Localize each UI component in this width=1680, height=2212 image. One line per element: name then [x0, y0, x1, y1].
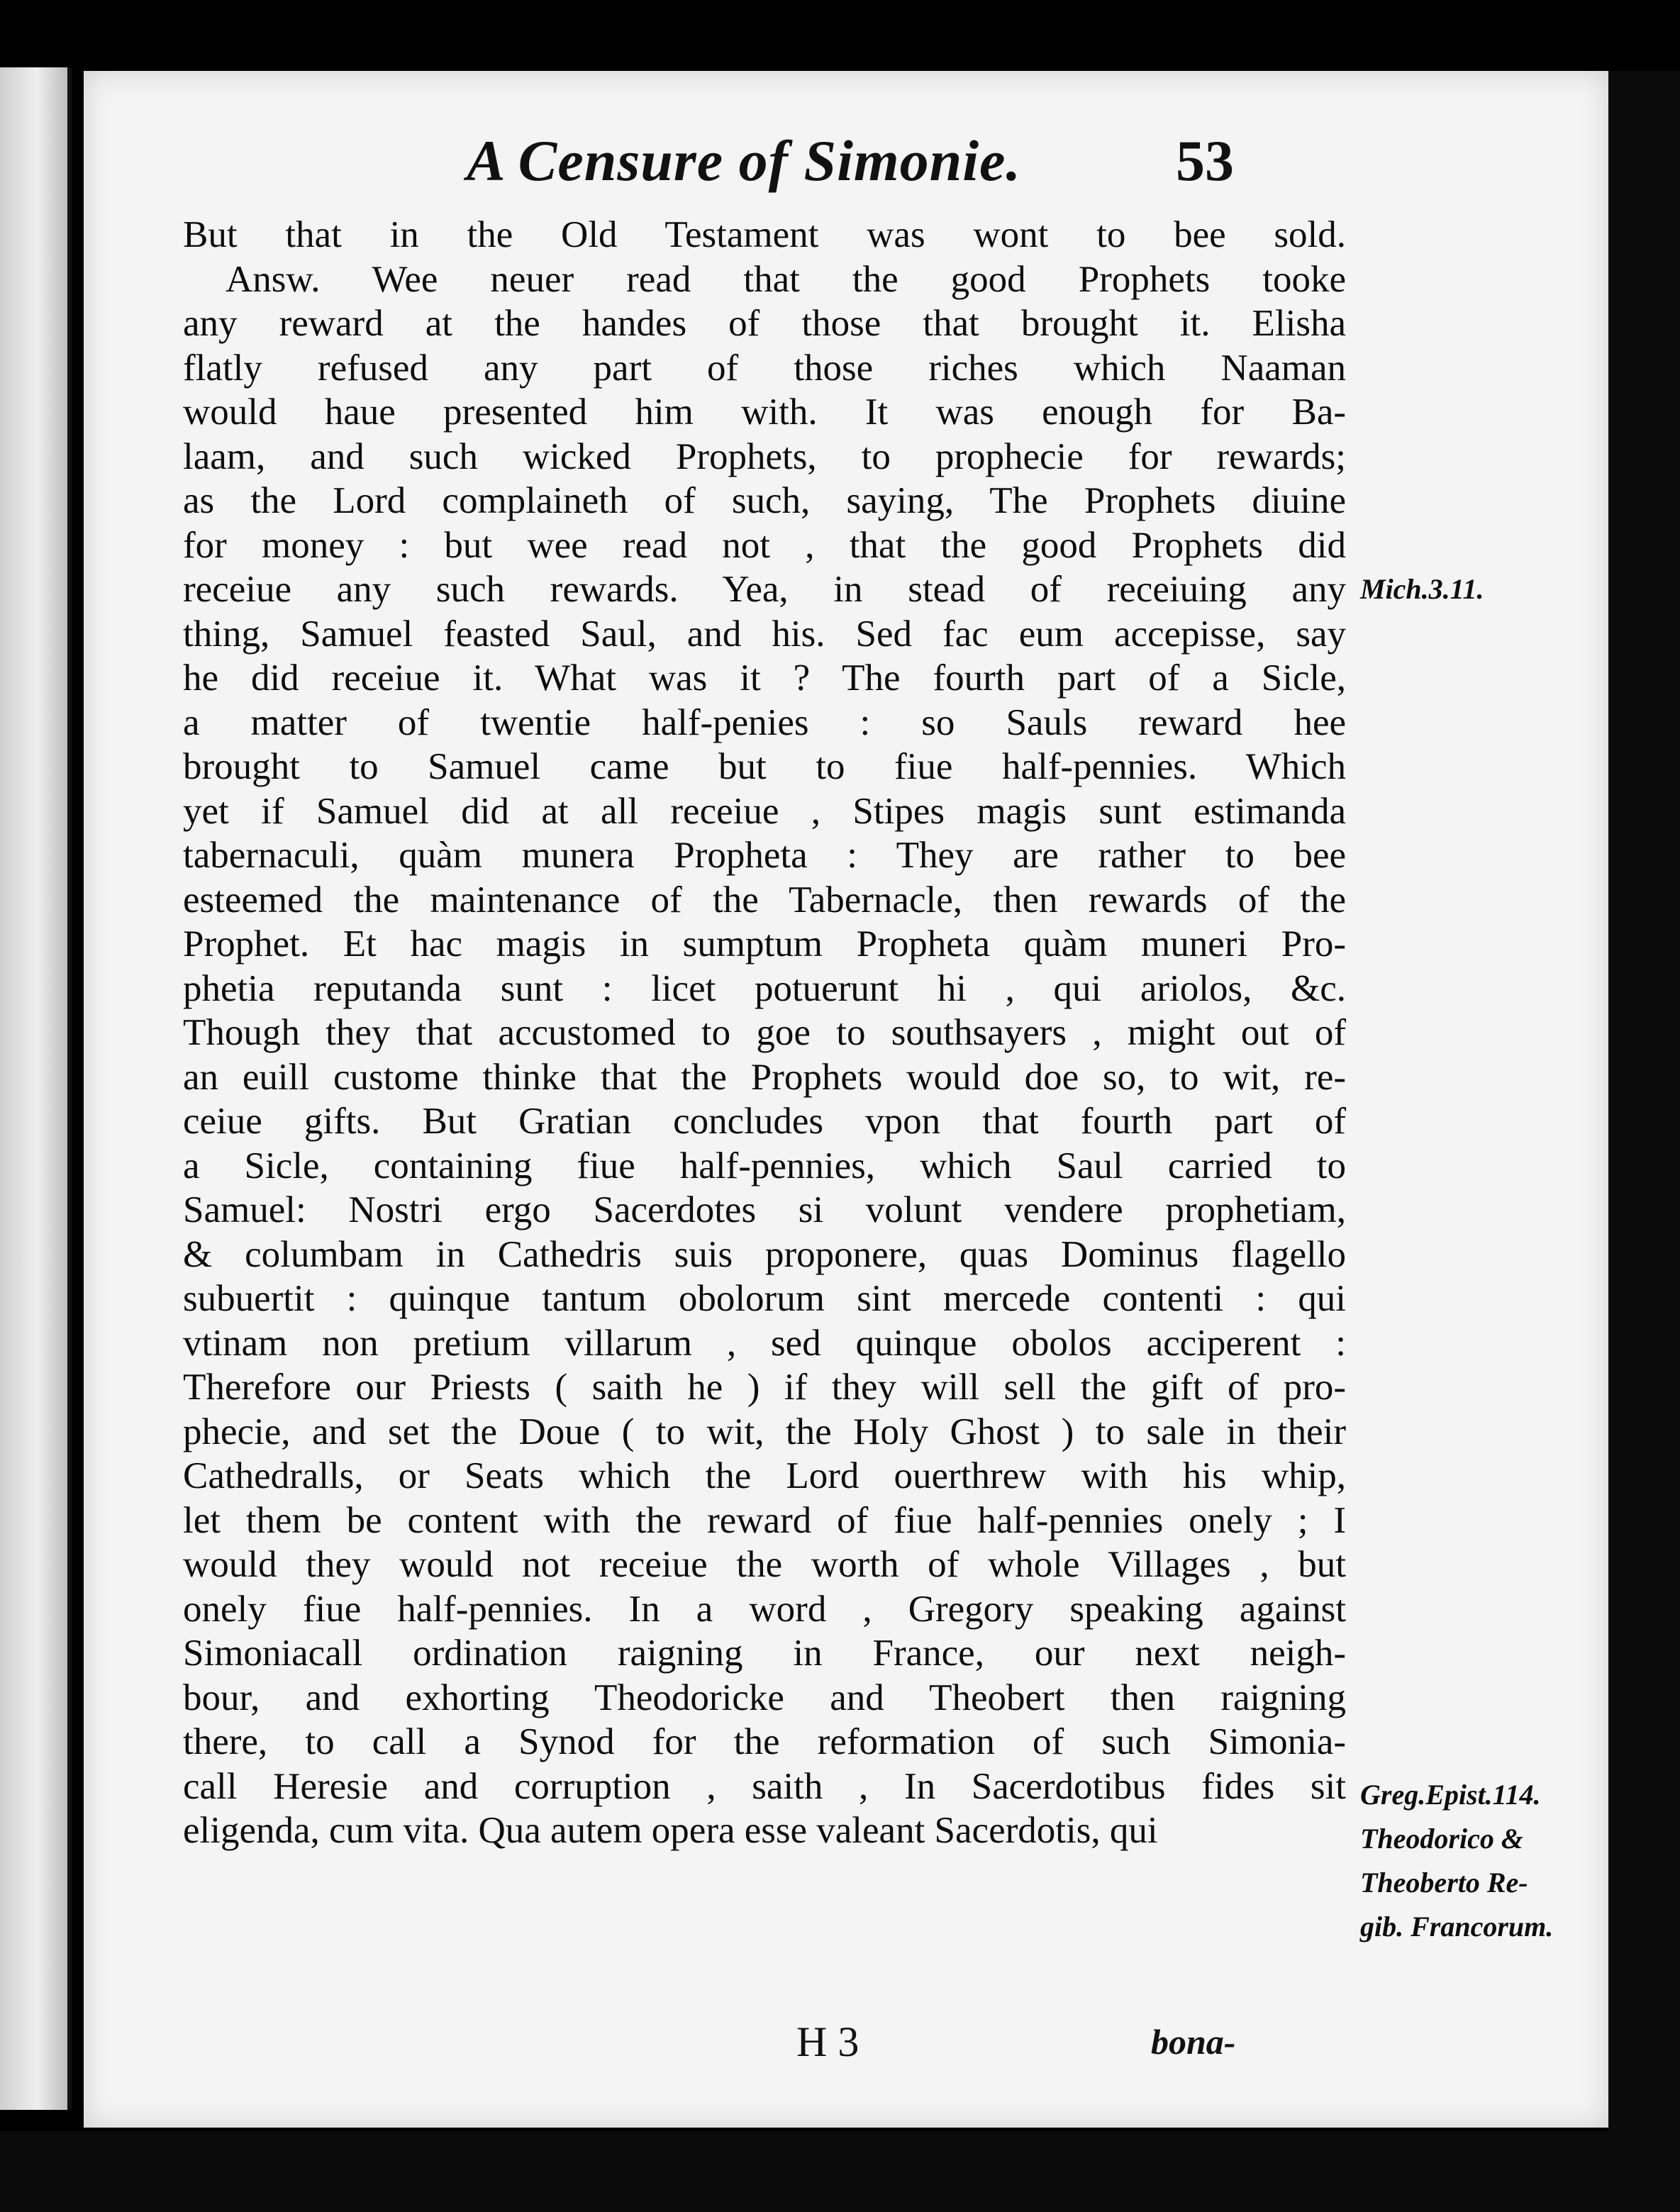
text-line: esteemed the maintenance of the Tabernacle, then rewards of the [183, 879, 1346, 921]
text-line: a Sicle, containing fiue half-pennies, which Saul carried to [183, 1145, 1346, 1186]
text-line: tabernaculi, quàm munera Propheta : They are rather to bee [183, 835, 1346, 876]
text-line: Simoniacall ordination raigning in France, our next neigh- [183, 1633, 1346, 1674]
text-line: flatly refused any part of those riches which Naaman [183, 347, 1346, 389]
text-line: vtinam non pretium villarum , sed quinque obolos acciperent : [183, 1322, 1346, 1364]
page-number: 53 [1176, 128, 1234, 193]
text-line: there, to call a Synod for the reformation of such Simonia- [183, 1721, 1346, 1762]
text-line: But that in the Old Testament was wont to bee sold. [183, 214, 1346, 255]
body-text [183, 213, 1346, 1853]
text-line: phetia reputanda sunt : licet potuerunt hi , qui ariolos, &c. [183, 967, 1346, 1009]
text-line: Therefore our Priests ( saith he ) if they will sell the gift of pro- [183, 1367, 1346, 1408]
text-line: an euill custome thinke that the Prophets would doe so, to wit, re- [183, 1056, 1346, 1098]
text-line: yet if Samuel did at all receiue , Stipes magis sunt estimanda [183, 790, 1346, 832]
margin-note: Theodorico & [1360, 1823, 1523, 1855]
text-line: Answ. Wee neuer read that the good Prophets tooke [226, 258, 1346, 300]
text-line: & columbam in Cathedris suis proponere, quas Dominus flagello [183, 1233, 1346, 1275]
text-line: subuertit : quinque tantum obolorum sint mercede contenti : qui [183, 1278, 1346, 1319]
book-page [84, 71, 1608, 2128]
text-line: ceiue gifts. But Gratian concludes vpon that fourth part of [183, 1101, 1346, 1142]
margin-note: gib. Francorum. [1360, 1911, 1554, 1943]
signature-mark: H 3 [796, 2018, 860, 2065]
text-line: onely fiue half-pennies. In a word , Gregory speaking against [183, 1588, 1346, 1630]
text-line: would they would not receiue the worth of whole Villages , but [183, 1544, 1346, 1585]
text-line: any reward at the handes of those that brought it. Elisha [183, 303, 1346, 344]
text-line: eligenda, cum vita. Qua autem opera esse valeant Sacerdotis, qui [183, 1810, 1158, 1851]
text-line: would haue presented him with. It was enough for Ba- [183, 391, 1346, 433]
text-line: call Heresie and corruption , saith , In Sacerdotibus fides sit [183, 1765, 1346, 1807]
text-line: as the Lord complaineth of such, saying, The Prophets diuine [183, 480, 1346, 521]
text-line: Samuel: Nostri ergo Sacerdotes si volunt vendere prophetiam, [183, 1189, 1346, 1230]
text-line: a matter of twentie half-penies : so Sauls reward hee [183, 701, 1346, 743]
text-line: Prophet. Et hac magis in sumptum Propheta quàm muneri Pro- [183, 923, 1346, 965]
scan-border-bottom [0, 2131, 1680, 2212]
text-line: Cathedralls, or Seats which the Lord ouerthrew with his whip, [183, 1455, 1346, 1496]
text-line: bour, and exhorting Theodoricke and Theobert then raigning [183, 1677, 1346, 1718]
text-line: receiue any such rewards. Yea, in stead of receiuing any [183, 569, 1346, 610]
running-head [84, 128, 1608, 213]
facing-page-edge [0, 67, 72, 2110]
text-line: for money : but wee read not , that the good Prophets did [183, 524, 1346, 566]
text-line: phecie, and set the Doue ( to wit, the Holy Ghost ) to sale in their [183, 1411, 1346, 1452]
text-line: brought to Samuel came but to fiue half-pennies. Which [183, 746, 1346, 787]
text-line: thing, Samuel feasted Saul, and his. Sed fac eum accepisse, say [183, 613, 1346, 655]
running-title: A Censure of Simonie. [467, 128, 1021, 193]
scan-border-right [1608, 71, 1680, 2212]
margin-note: Greg.Epist.114. [1360, 1779, 1541, 1811]
text-line: let them be content with the reward of fiue half-pennies onely ; I [183, 1499, 1346, 1541]
margin-note: Mich.3.11. [1360, 573, 1484, 605]
margin-note: Theoberto Re- [1360, 1867, 1528, 1899]
text-line: Though they that accustomed to goe to southsayers , might out of [183, 1012, 1346, 1053]
page-footer [84, 2018, 1608, 2067]
text-line: he did receiue it. What was it ? The fourth part of a Sicle, [183, 657, 1346, 699]
text-line: laam, and such wicked Prophets, to prophecie for rewards; [183, 435, 1346, 477]
catchword: bona- [1151, 2022, 1236, 2062]
